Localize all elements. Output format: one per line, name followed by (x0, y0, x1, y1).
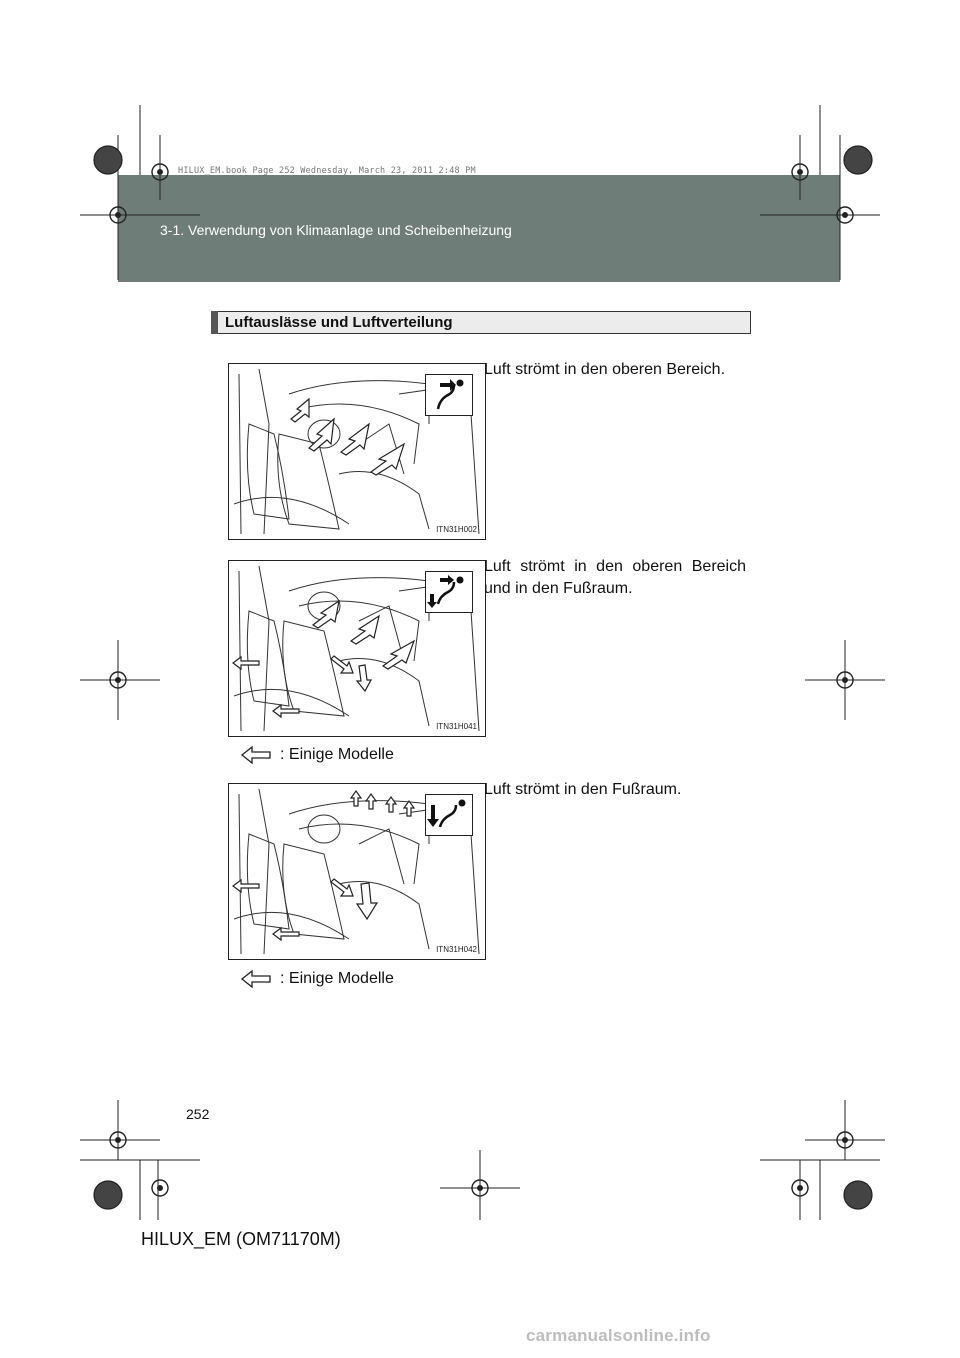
figure-code: ITN31H042 (436, 945, 477, 954)
section-title: Luftauslässe und Luftverteilung (225, 314, 453, 331)
optional-outlet-note (240, 745, 394, 765)
book-info: HILUX_EM.book Page 252 Wednesday, March 23, 2011 2:48 PM (178, 166, 476, 176)
bi-level-vent-icon (425, 571, 473, 613)
figure-code: ITN31H002 (436, 525, 477, 534)
arrow-outline-icon (240, 745, 272, 765)
page-number: 252 (186, 1106, 210, 1122)
arrow-outline-icon (240, 969, 272, 989)
note-text: : Einige Modelle (280, 970, 394, 987)
note-text: : Einige Modelle (280, 746, 394, 763)
figure-bilevel-mode (228, 560, 486, 737)
watermark: carmanualsonline.info (526, 1326, 711, 1345)
manual-code: HILUX_EM (OM71170M) (141, 1229, 341, 1249)
foot-vent-icon (425, 794, 473, 836)
figure-face-mode (228, 363, 486, 540)
figure-code: ITN31H041 (436, 722, 477, 731)
mode-description: Luft strömt in den Fußraum. (484, 781, 682, 798)
mode-description: Luft strömt in den oberen Bereich. (484, 361, 726, 378)
optional-outlet-note (240, 969, 394, 989)
chapter-heading: 3-1. Verwendung von Klimaanlage und Scheibenheizung (160, 222, 512, 238)
section-title-accent (211, 311, 218, 334)
mode-description: Luft strömt in den oberen Bereich und in den Fußraum. (484, 558, 746, 597)
figure-foot-mode (228, 783, 486, 960)
face-vent-icon (425, 374, 473, 416)
